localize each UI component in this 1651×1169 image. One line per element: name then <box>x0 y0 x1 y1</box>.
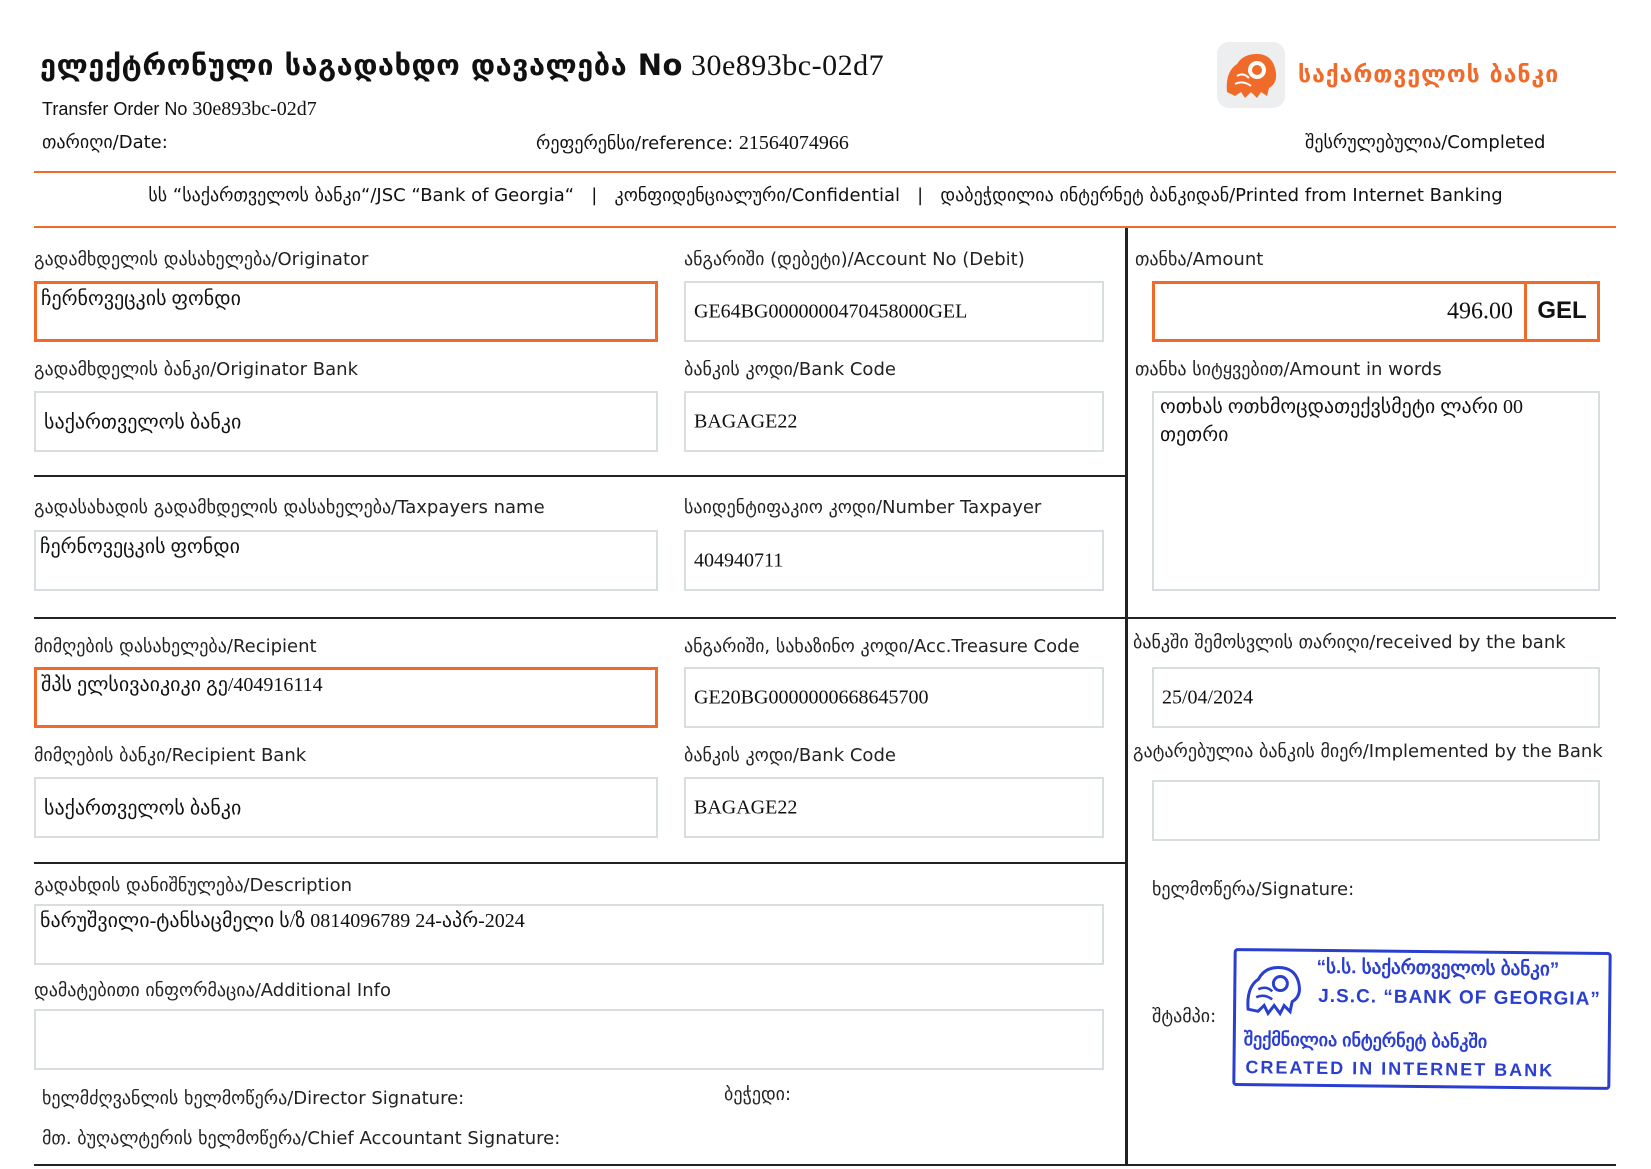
originator-field <box>34 281 658 342</box>
bank-logo-icon <box>1217 42 1285 108</box>
banner-top-rule <box>34 171 1616 173</box>
order-number: 30e893bc-02d7 <box>690 49 885 82</box>
currency-cell <box>1524 284 1597 339</box>
page-title <box>40 48 884 83</box>
description-field <box>34 904 1104 965</box>
amount-words-field <box>1152 391 1600 591</box>
recipient-account-label: ანგარიში, სახაზინო კოდი/Acc.Treasure Code <box>684 636 1080 657</box>
debit-account-label: ანგარიში (დებეტი)/Account No (Debit) <box>684 249 1025 270</box>
taxpayer-name-label: გადასახადის გადამხდელის დასახელება/Taxpayers name <box>34 497 545 518</box>
originator-bank-code-label: ბანკის კოდი/Bank Code <box>684 359 896 380</box>
section-divider-1 <box>34 475 1125 477</box>
seal-label: ბეჭედი: <box>724 1084 792 1105</box>
reference <box>536 132 849 155</box>
order-number-en: 30e893bc-02d7 <box>192 98 317 120</box>
bank-logo-text: საქართველოს ბანკი <box>1298 62 1560 88</box>
debit-account-field <box>684 281 1104 342</box>
recipient-bank-code-field <box>684 777 1104 838</box>
amount-value: 496.00 <box>1447 298 1513 324</box>
recipient-bank-code-label: ბანკის კოდი/Bank Code <box>684 745 896 766</box>
date-label: თარიღი/Date: <box>42 132 168 153</box>
recipient-value: შპს ელსივაიკიკი გე/404916114 <box>41 674 323 696</box>
stamp-line-1: “ს.ს. საქართველოს ბანკი” <box>1316 956 1560 981</box>
banner-text: სს “საქართველოს ბანკი“/JSC “Bank of Georgia“ | კონფიდენციალური/Confidential | დაბეჭდილია ინტერნეტ ბანკიდან/Printed from Internet Banking <box>148 185 1503 206</box>
description-value: ნარუშვილი-ტანსაცმელი ს/ზ 0814096789 24-აპრ-2024 <box>40 910 525 932</box>
recipient-account-field <box>684 667 1104 728</box>
bank-stamp <box>1232 948 1611 1090</box>
banner-bottom-rule <box>34 226 1616 228</box>
debit-account-value: GE64BG0000000470458000GEL <box>694 300 968 322</box>
originator-bank-code-value: BAGAGE22 <box>694 410 798 432</box>
recipient-field <box>34 667 658 728</box>
recipient-bank-value: საქართველოს ბანკი <box>44 797 242 819</box>
stamp-line-4: CREATED IN INTERNET BANK <box>1245 1057 1555 1081</box>
taxpayer-id-field <box>684 530 1104 591</box>
stamp-line-3: შექმნილია ინტერნეტ ბანკში <box>1243 1029 1488 1052</box>
originator-bank-value: საქართველოს ბანკი <box>44 411 242 433</box>
taxpayer-name-value: ჩერნოვეცკის ფონდი <box>40 536 240 558</box>
additional-info-field <box>34 1009 1104 1070</box>
reference-value: 21564074966 <box>738 132 849 154</box>
received-date-field <box>1152 667 1600 728</box>
title-english: Transfer Order No <box>42 99 188 119</box>
implemented-field <box>1152 780 1600 841</box>
originator-bank-field <box>34 391 658 452</box>
amount-label: თანხა/Amount <box>1135 249 1264 270</box>
taxpayer-id-value: 404940711 <box>694 549 784 571</box>
section-divider-3 <box>34 862 1125 864</box>
signature-label: ხელმოწერა/Signature: <box>1152 879 1355 900</box>
column-divider <box>1125 228 1128 1165</box>
recipient-account-value: GE20BG0000000668645700 <box>694 686 929 708</box>
stamp-lion-icon <box>1242 959 1309 1018</box>
amount-words-value: ოთხას ოთხმოცდათექვსმეტი ლარი 00 თეთრი <box>1160 396 1523 446</box>
amount-field <box>1152 281 1600 342</box>
taxpayer-name-field <box>34 530 658 591</box>
recipient-label: მიმღების დასახელება/Recipient <box>34 636 317 657</box>
currency-value: GEL <box>1537 297 1587 324</box>
received-date-value: 25/04/2024 <box>1162 686 1254 708</box>
title-georgian: ელექტრონული საგადახდო დავალება No <box>40 48 683 82</box>
reference-label: რეფერენსი/reference: <box>536 133 734 154</box>
status-label: შესრულებულია/Completed <box>1305 132 1546 153</box>
originator-value: ჩერნოვეცკის ფონდი <box>41 288 241 310</box>
originator-bank-code-field <box>684 391 1104 452</box>
amount-words-label: თანხა სიტყვებით/Amount in words <box>1135 359 1442 380</box>
stamp-label: შტამპი: <box>1152 1006 1217 1027</box>
additional-info-label: დამატებითი ინფორმაცია/Additional Info <box>34 980 391 1001</box>
accountant-signature-label: მთ. ბუღალტერის ხელმოწერა/Chief Accountant Signature: <box>42 1128 561 1149</box>
description-label: გადახდის დანიშნულება/Description <box>34 875 353 896</box>
originator-label: გადამხდელის დასახელება/Originator <box>34 249 369 270</box>
section-divider-2 <box>34 617 1616 619</box>
recipient-bank-field <box>34 777 658 838</box>
originator-bank-label: გადამხდელის ბანკი/Originator Bank <box>34 359 358 380</box>
director-signature-label: ხელმძღვანლის ხელმოწერა/Director Signature: <box>42 1088 465 1109</box>
stamp-line-2: J.S.C. “BANK OF GEORGIA” <box>1318 985 1601 1010</box>
recipient-bank-label: მიმღების ბანკი/Recipient Bank <box>34 745 307 766</box>
recipient-bank-code-value: BAGAGE22 <box>694 796 798 818</box>
received-date-label: ბანკში შემოსვლის თარიღი/received by the bank <box>1133 632 1566 653</box>
title-english-line <box>42 98 317 121</box>
implemented-label: გატარებულია ბანკის მიერ/Implemented by the Bank <box>1133 741 1603 762</box>
bottom-rule <box>34 1164 1616 1166</box>
taxpayer-id-label: საიდენტიფაკიო კოდი/Number Taxpayer <box>684 497 1042 518</box>
